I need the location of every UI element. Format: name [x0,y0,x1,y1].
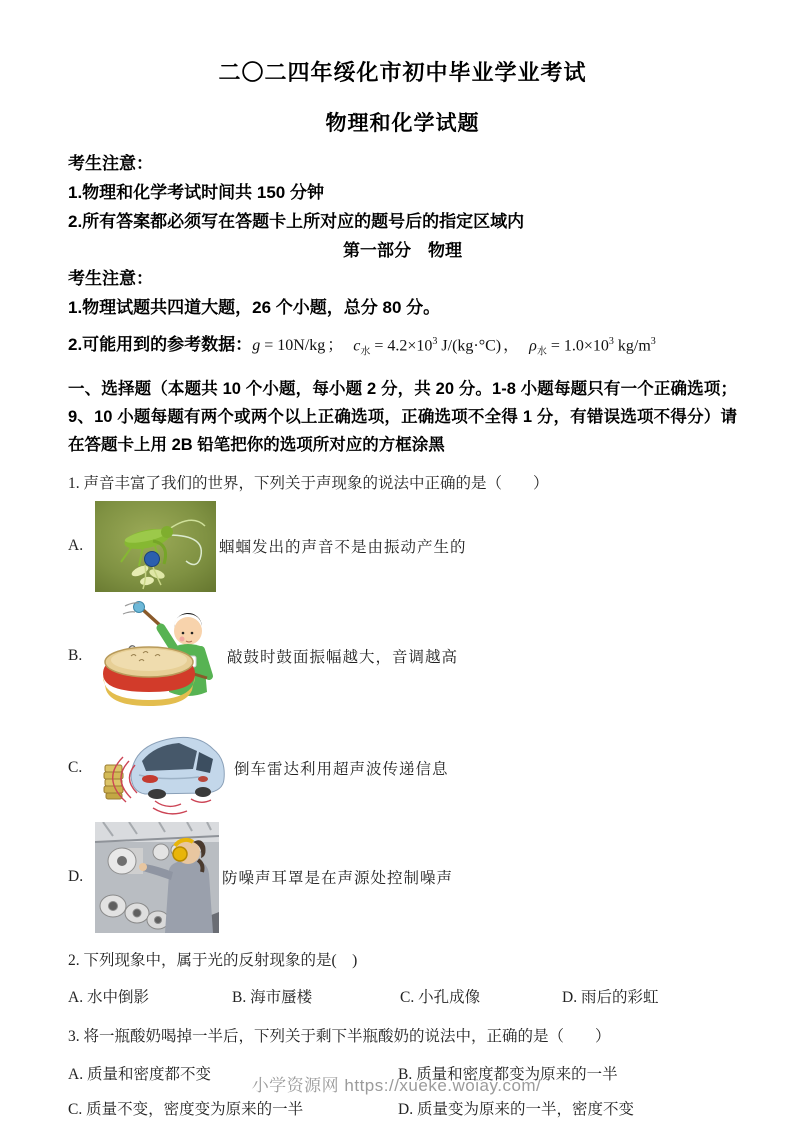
question-2-option-d: D. 雨后的彩虹 [562,989,659,1007]
question-3-option-c: C. 质量不变，密度变为原来的一半 [68,1101,304,1119]
option-caption: 敲鼓时鼓面振幅越大，音调越高 [227,649,459,667]
car-reversing-radar-image [95,721,231,816]
notice-heading-2: 考生注意： [68,268,153,288]
question-2-options [68,985,737,1007]
katydid-photo [95,501,216,592]
question-2-option-a: A. 水中倒影 [68,989,149,1007]
section-one-header: 一、选择题（本题共 10 个小题，每小题 2 分，共 20 分。1-8 小题每题只有一个正确选项；9、10 小题每题有两个或两个以上正确选项，正确选项不全得 1 分，有错误选项不得分）请在答题卡上用 2B 铅笔把你的选项所对应的方框涂黑 [68,379,737,455]
question-1-option-d [68,822,737,933]
formula-gravity: g = 10N/kg [252,337,326,355]
boy-beating-drum-image [95,598,224,715]
katydid-illustration [95,501,216,592]
question-3-option-b: B. 质量和密度都变为原来的一半 [398,1066,618,1084]
option-letter: A. [68,537,84,555]
site-watermark: 小学资源网 https://xueke.woiay.com/ [251,1076,542,1095]
exam-title: 二〇二四年绥化市初中毕业学业考试 [218,60,587,85]
question-1-option-a [68,501,737,592]
question-2-option-b: B. 海市蜃楼 [232,989,313,1007]
question-2-option-c: C. 小孔成像 [400,989,481,1007]
factory-worker-illustration [95,822,219,933]
reference-data-line [68,330,737,357]
reference-data-label: 2.可能用到的参考数据： [68,335,253,355]
question-3-option-d: D. 质量变为原来的一半，密度不变 [398,1101,634,1119]
option-caption: 倒车雷达利用超声波传递信息 [234,761,449,779]
formula-specific-heat-water: $c_水 = 4.2\times 10^3$ J/(kg·°C) [353,336,502,358]
notice-line-structure: 1.物理试题共四道大题，26 个小题，总分 80 分。 [68,298,441,318]
formula-separator-2: ， [503,337,520,355]
car-radar-illustration [95,721,231,816]
exam-subtitle: 物理和化学试题 [325,112,480,135]
question-3-option-a: A. 质量和密度都不变 [68,1066,211,1084]
option-letter: D. [68,868,84,886]
candidate-notice-2 [68,264,737,358]
question-1-option-b [68,598,737,715]
option-caption: 防噪声耳罩是在声源处控制噪声 [222,870,454,888]
notice-line-answersheet: 2.所有答案都必须写在答题卡上所对应的题号后的指定区域内 [68,212,525,232]
question-1-text: 1. 声音丰富了我们的世界，下列关于声现象的说法中正确的是（ ） [68,474,549,492]
question-2-text: 2. 下列现象中，属于光的反射现象的是( ) [68,951,358,969]
question-3-text: 3. 将一瓶酸奶喝掉一半后，下列关于剩下半瓶酸奶的说法中，正确的是（ ） [68,1028,611,1046]
notice-heading: 考生注意： [68,154,153,173]
factory-worker-earmuffs-image [95,822,219,933]
formula-separator: ； [327,337,344,355]
option-caption: 蝈蝈发出的声音不是由振动产生的 [219,539,467,557]
part-one-header: 第一部分 物理 [343,240,462,260]
formula-density-water: $\rho_水 = 1.0\times 10^3$ $kg/m^3$ [529,336,656,358]
question-1-option-c [68,721,737,816]
notice-line-duration: 1.物理和化学考试时间共 150 分钟 [68,183,324,203]
candidate-notice-1 [68,149,737,237]
drum-illustration [95,598,224,715]
option-letter: B. [68,647,83,665]
option-letter: C. [68,759,83,777]
